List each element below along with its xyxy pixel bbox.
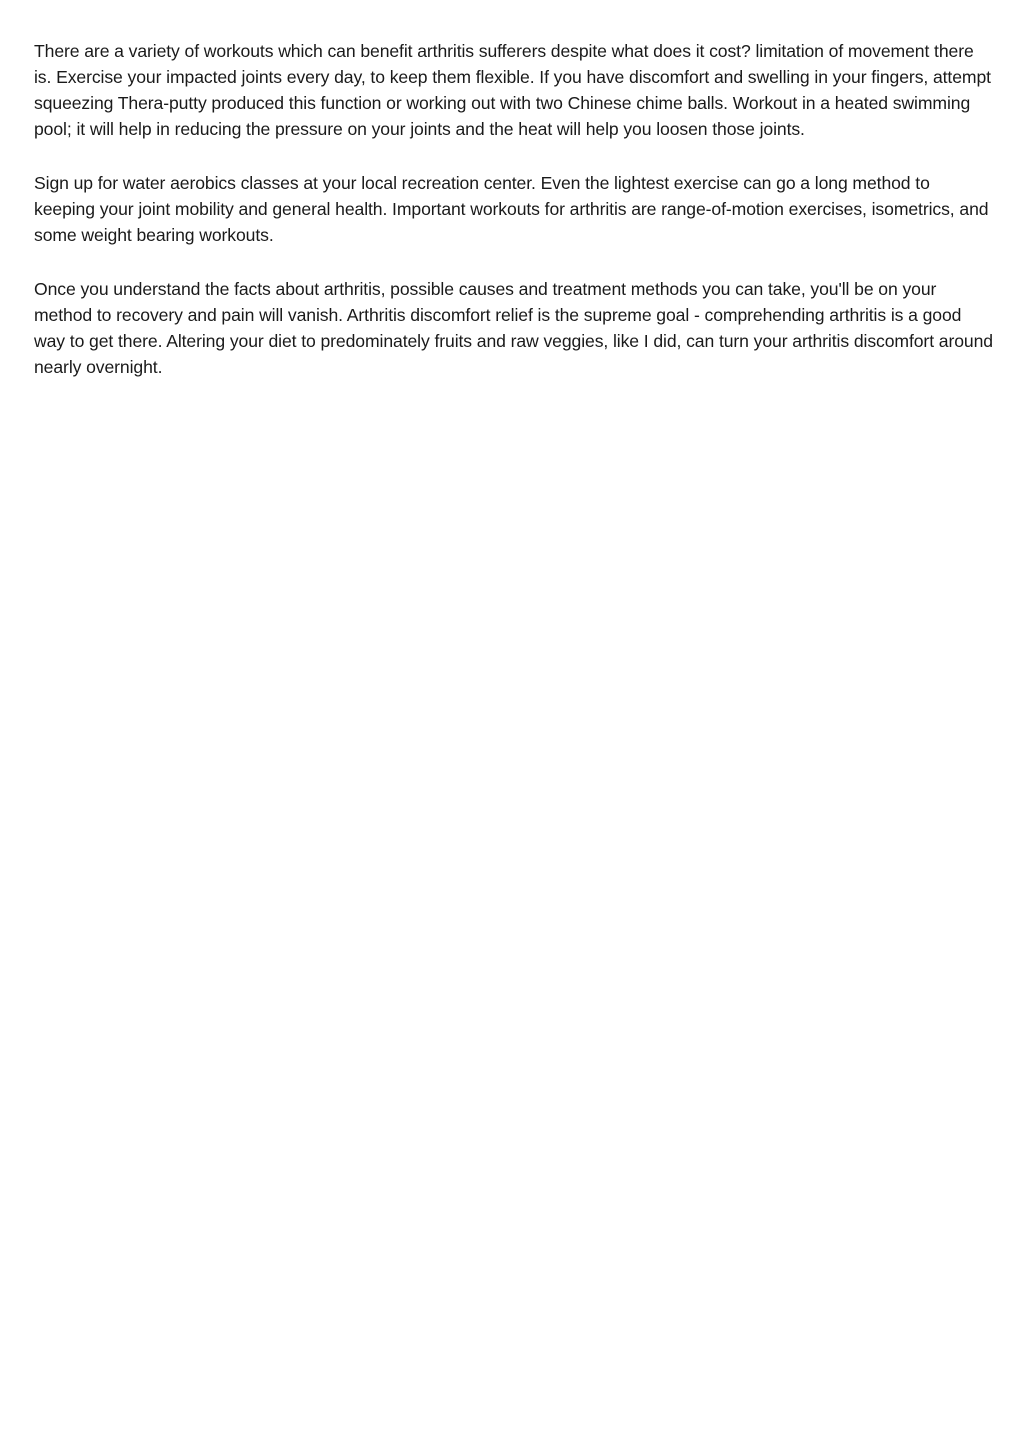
paragraph-1: There are a variety of workouts which can benefit arthritis sufferers despite what does it cost? limitation of movement there is. Exercise your impacted joints every day, to keep them flexible. If you have discomfort and swelling in your fingers, attempt squeezing Thera-putty produced this function or working out with two Chinese chime balls. Workout in a heated swimming pool; it will help in reducing the pressure on your joints and the heat will help you loosen those joints. (34, 41, 991, 139)
paragraph-2: Sign up for water aerobics classes at your local recreation center. Even the lightest exercise can go a long method to keeping your joint mobility and general health. Important workouts for arthritis are range-of-motion exercises, isometrics, and some weight bearing workouts. (34, 173, 989, 245)
document-page (34, 38, 994, 408)
paragraph-3: Once you understand the facts about arthritis, possible causes and treatment methods you can take, you'll be on your method to recovery and pain will vanish. Arthritis discomfort relief is the supreme goal - comprehending arthritis is a good way to get there. Altering your diet to predominately fruits and raw veggies, like I did, can turn your arthritis discomfort around nearly overnight. (34, 279, 993, 377)
